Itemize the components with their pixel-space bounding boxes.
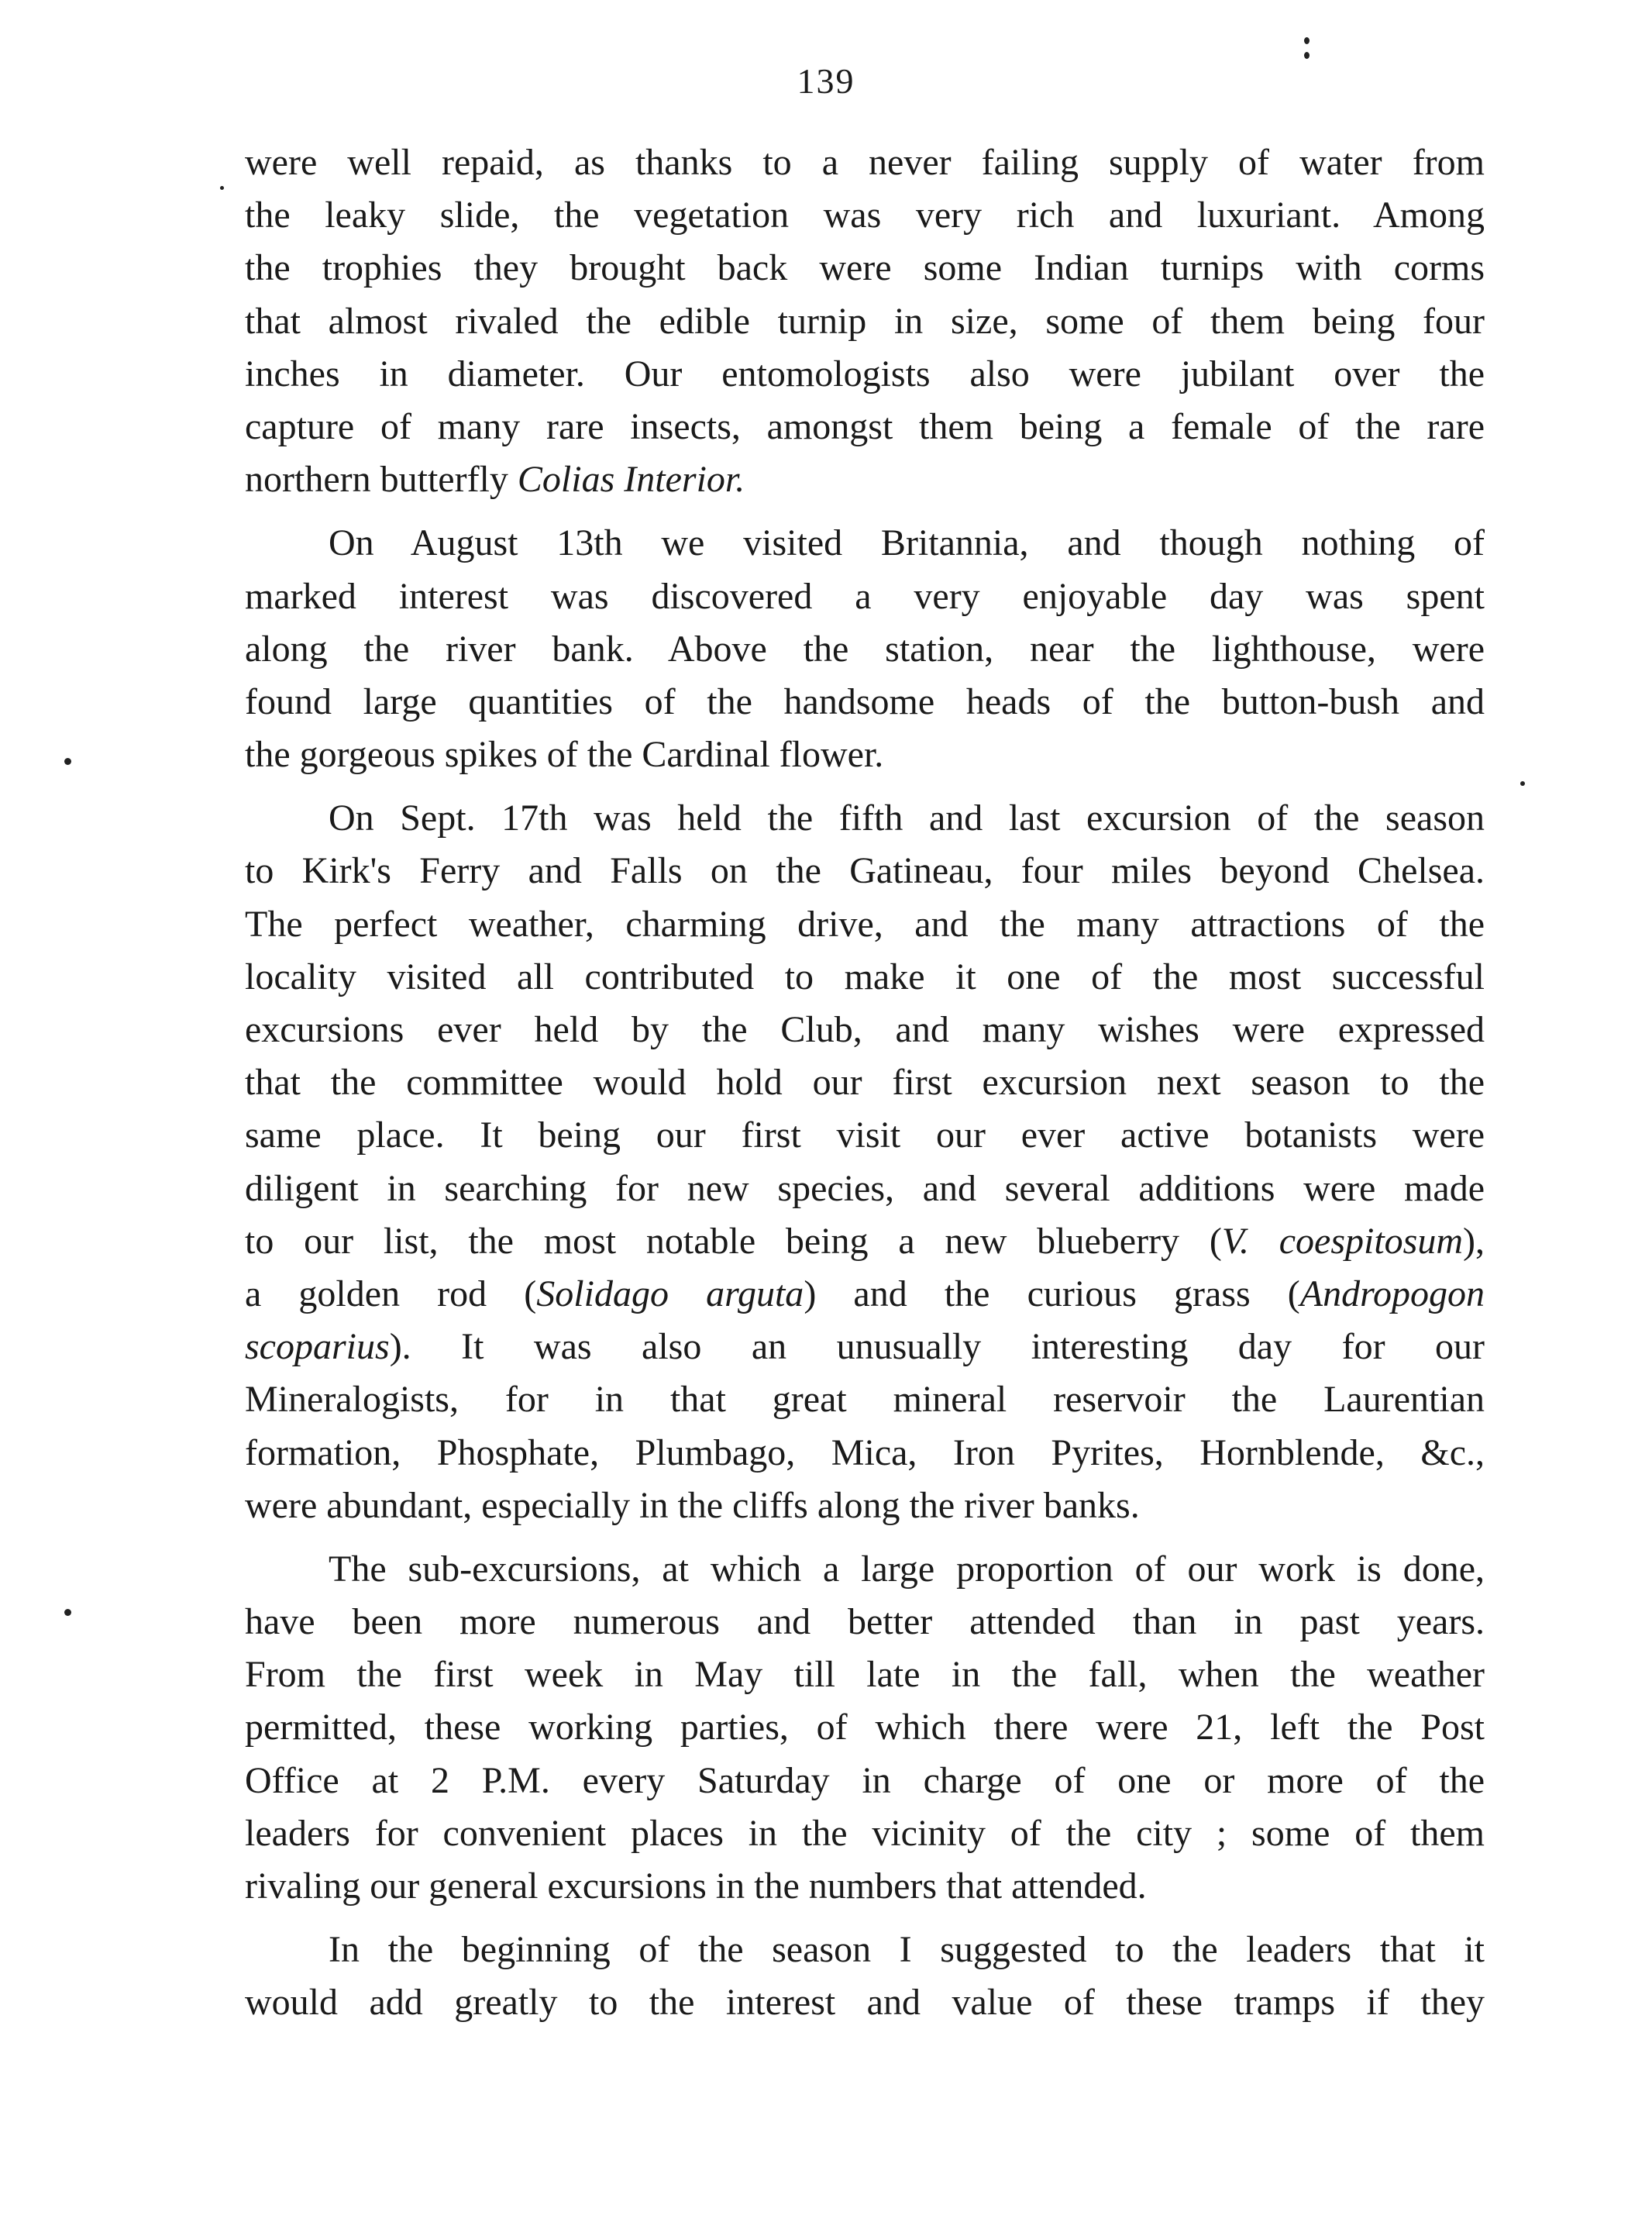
text-line: locality visited all contributed to make it one of the most successful — [245, 956, 1485, 997]
margin-speck — [1304, 52, 1310, 59]
text-line: The perfect weather, charming drive, and the many attractions of the — [245, 903, 1485, 945]
text-line: excursions ever held by the Club, and many wishes were expressed — [245, 1009, 1485, 1050]
text-line: along the river bank. Above the station, near the lighthouse, were — [245, 628, 1485, 670]
text-line — [245, 1268, 1485, 1321]
text-line: leaders for convenient places in the vicinity of the city ; some of them — [245, 1812, 1485, 1854]
species-name: Andropogon — [1299, 1273, 1485, 1314]
text-line — [245, 453, 1485, 506]
text-line: marked interest was discovered a very enjoyable day was spent — [245, 575, 1485, 617]
margin-speck — [64, 1609, 71, 1616]
text-line: The sub-excursions, at which a large proportion of our work is done, — [329, 1548, 1485, 1590]
text-line: formation, Phosphate, Plumbago, Mica, Iron Pyrites, Hornblende, &c., — [245, 1431, 1485, 1473]
text-line — [245, 1215, 1485, 1268]
text-line: permitted, these working parties, of which there were 21, left the Post — [245, 1707, 1485, 1748]
text-line: that almost rivaled the edible turnip in size, some of them being four — [245, 300, 1485, 342]
text-line: found large quantities of the handsome heads of the button-bush and — [245, 680, 1485, 722]
text-line: the trophies they brought back were some Indian turnips with corms — [245, 247, 1485, 289]
species-name: Colias Interior. — [517, 459, 745, 501]
text-line: have been more numerous and better attended than in past years. — [245, 1601, 1485, 1643]
text-line: On Sept. 17th was held the fifth and last excursion of the season — [329, 797, 1485, 839]
text-line: On August 13th we visited Britannia, and though nothing of — [329, 522, 1485, 564]
species-name: scoparius — [245, 1326, 390, 1368]
text-line: would add greatly to the interest and value of these tramps if they — [245, 1982, 1485, 2024]
text-line: Office at 2 P.M. every Saturday in charge of one or more of the — [245, 1759, 1485, 1801]
text-line: capture of many rare insects, amongst them being a female of the rare — [245, 405, 1485, 447]
text-line: were well repaid, as thanks to a never failing supply of water from — [245, 142, 1485, 183]
text-run: ) and the curious grass ( — [804, 1273, 1300, 1314]
text-line: same place. It being our first visit our ever active botanists were — [245, 1114, 1485, 1156]
text-line: that the committee would hold our first excursion next season to the — [245, 1062, 1485, 1104]
text-line: rivaling our general excursions in the numbers that attended. — [245, 1865, 1147, 1907]
text-line: Mineralogists, for in that great mineral reservoir the Laurentian — [245, 1379, 1485, 1421]
text-line: to Kirk's Ferry and Falls on the Gatineau, four miles beyond Chelsea. — [245, 850, 1485, 892]
margin-speck — [1304, 37, 1310, 44]
text-run: to our list, the most notable being a new blueberry ( — [245, 1220, 1222, 1262]
text-line: diligent in searching for new species, and several additions were made — [245, 1167, 1485, 1209]
text-run: ), — [1463, 1220, 1485, 1262]
text-run: a golden rod ( — [245, 1273, 537, 1314]
page-number: 139 — [797, 61, 855, 101]
text-run: ). It was also an unusually interesting day for our — [389, 1326, 1485, 1368]
margin-speck — [1520, 781, 1525, 786]
text-line: inches in diameter. Our entomologists also were jubilant over the — [245, 353, 1485, 394]
text-line: the leaky slide, the vegetation was very rich and luxuriant. Among — [245, 195, 1485, 236]
text-line: In the beginning of the season I suggested to the leaders that it — [329, 1929, 1485, 1971]
species-name: V. coespitosum — [1221, 1220, 1464, 1262]
text-line: were abundant, especially in the cliffs along the river banks. — [245, 1484, 1140, 1526]
body-text — [245, 136, 1485, 2030]
text-line: the gorgeous spikes of the Cardinal flower. — [245, 734, 884, 776]
text-line — [245, 1321, 1485, 1373]
margin-speck — [64, 758, 71, 765]
text-run: northern butterfly — [245, 459, 508, 501]
margin-speck — [220, 186, 224, 190]
species-name: Solidago arguta — [536, 1273, 804, 1314]
text-line: From the first week in May till late in the fall, when the weather — [245, 1654, 1485, 1696]
